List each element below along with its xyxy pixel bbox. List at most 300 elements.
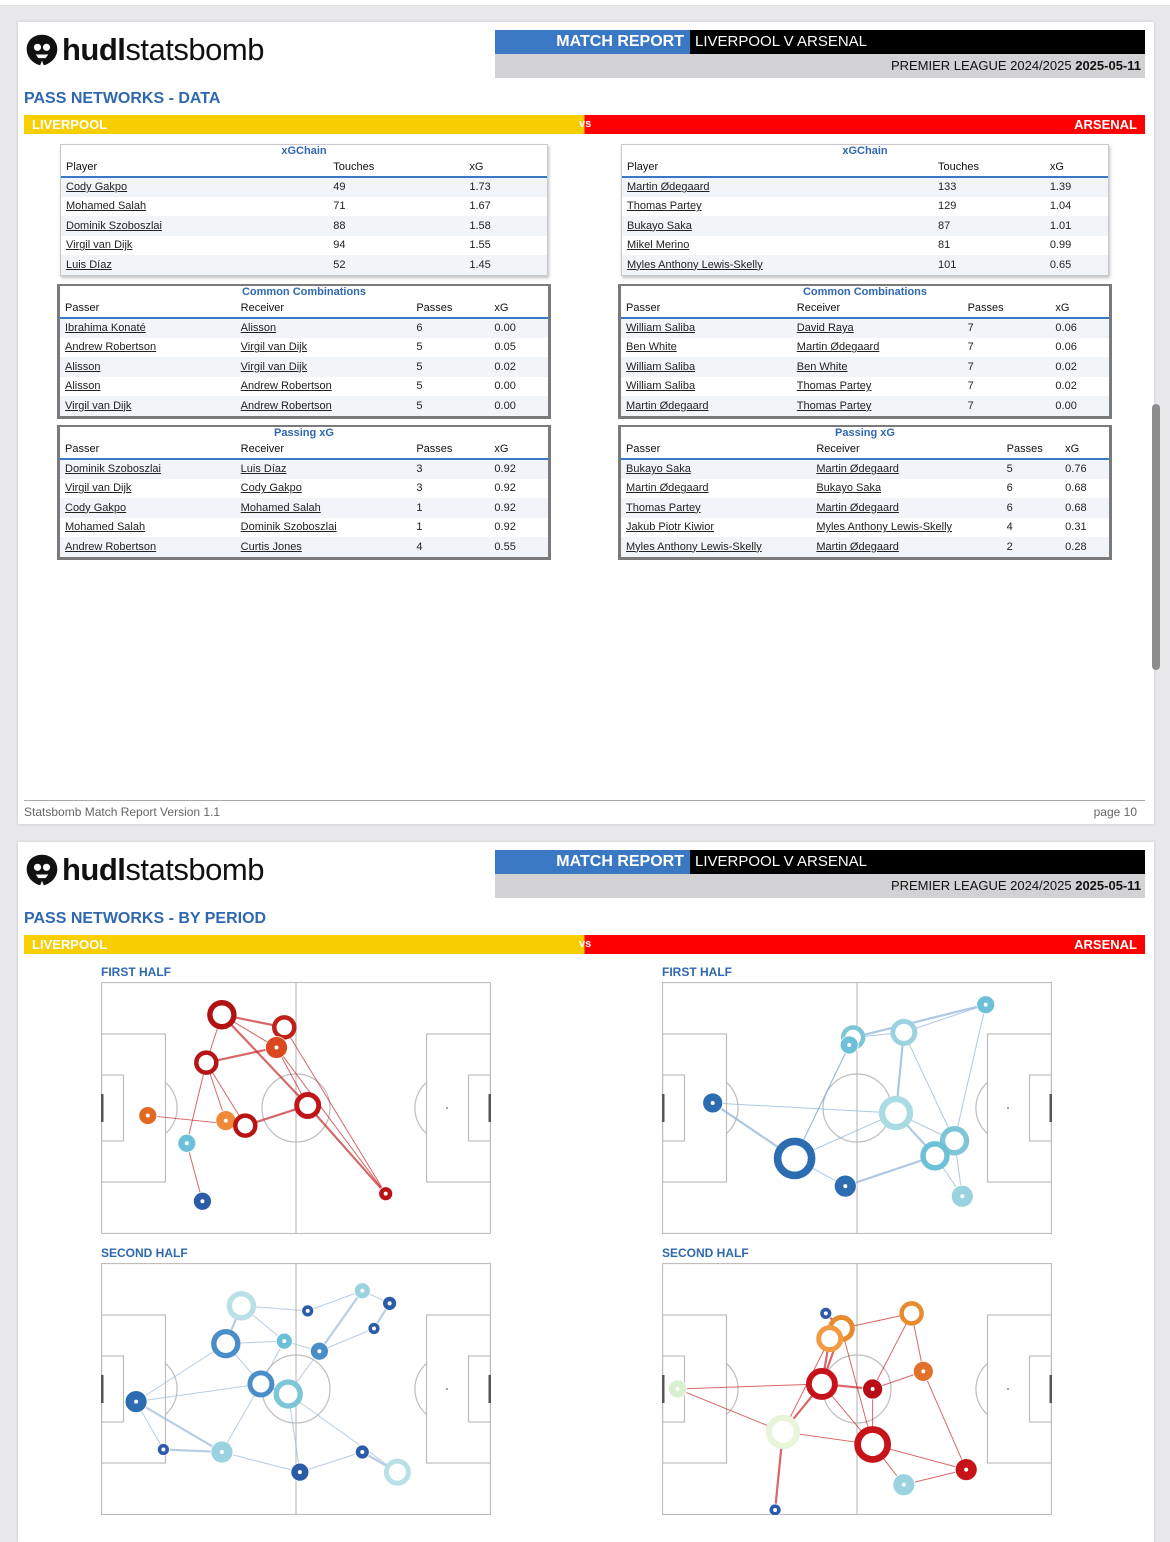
pass-edge (136, 1344, 226, 1402)
table-row (60, 338, 548, 358)
table-header-row (621, 299, 1109, 318)
penalty-arc-right (415, 1363, 427, 1415)
table-row (60, 459, 548, 479)
player-link[interactable]: Thomas Partey (621, 498, 811, 518)
report-header-bar (495, 850, 1145, 874)
player-node-centre (820, 1382, 824, 1386)
home-team: LIVERPOOL (32, 937, 108, 952)
away-second-half-title: SECOND HALF (662, 1246, 749, 1260)
goal-right (1050, 1375, 1053, 1403)
column-header: Passes (411, 299, 489, 318)
player-node-centre (773, 1508, 777, 1512)
player-link[interactable]: Luis Díaz (61, 255, 328, 275)
table-row (60, 377, 548, 397)
column-header: Touches (328, 158, 464, 177)
table-row (621, 518, 1109, 538)
player-node-centre (185, 1141, 189, 1145)
table-header-row (61, 158, 547, 177)
player-node-centre (317, 1349, 321, 1353)
brand-word-2: statsbomb (125, 32, 264, 67)
pass-edge (904, 1032, 955, 1140)
player-node-centre (298, 1470, 302, 1474)
table-row (60, 479, 548, 499)
stat-cell: 5 (411, 396, 489, 416)
player-link[interactable]: Ben White (792, 357, 963, 377)
statsbomb-logo-icon (24, 852, 60, 888)
player-link[interactable]: Martin Ødegaard (621, 396, 792, 416)
table-row (621, 459, 1109, 479)
brand-word-2: statsbomb (125, 852, 264, 887)
player-link[interactable]: Myles Anthony Lewis-Skelly (622, 255, 933, 275)
six-yard-right (1030, 1356, 1052, 1422)
player-link[interactable]: Ben White (626, 341, 677, 354)
player-link[interactable]: Mikel Merino (627, 239, 690, 252)
stat-cell: 0.92 (494, 482, 516, 495)
table-row (61, 197, 547, 217)
player-link[interactable]: Andrew Robertson (240, 380, 332, 393)
match-date: 2025-05-11 (1075, 58, 1141, 73)
player-link[interactable]: Bukayo Saka (816, 482, 882, 495)
player-node-centre (395, 1470, 399, 1474)
player-node-centre (902, 1483, 906, 1487)
stat-cell: 6 (1002, 498, 1061, 518)
column-header: Passes (1002, 440, 1061, 459)
player-link[interactable]: William Saliba (621, 357, 792, 377)
player-node-centre (933, 1154, 937, 1158)
team-bar (24, 935, 1145, 954)
player-link[interactable]: Andrew Robertson (60, 537, 236, 557)
player-link[interactable]: Ibrahima Konaté (60, 318, 236, 338)
table-header-row (60, 440, 548, 459)
column-header: xG (489, 299, 548, 318)
player-link[interactable]: Dominik Szoboszlai (60, 459, 236, 479)
player-link[interactable]: Curtis Jones (236, 537, 412, 557)
pass-edge (136, 1384, 261, 1402)
brand-word-1: hudl (62, 32, 126, 67)
player-link[interactable]: Virgil van Dijk (240, 341, 308, 354)
stat-cell: 88 (328, 216, 464, 236)
brand-logo (24, 850, 264, 890)
pass-edge (923, 1371, 966, 1469)
away-second-half-pass-network (662, 1263, 1052, 1515)
column-header: Passer (621, 440, 811, 459)
table-row (60, 537, 548, 557)
player-node-centre (224, 1342, 228, 1346)
stat-cell: 1.55 (469, 239, 491, 252)
penalty-area-right (427, 1315, 491, 1463)
stat-cell: 3 (416, 482, 423, 495)
table-header-row (622, 158, 1108, 177)
stat-cell: 7 (967, 341, 974, 354)
column-header: xG (489, 440, 548, 459)
stat-cell: 0.76 (1060, 459, 1109, 479)
page-footer (24, 800, 1145, 819)
player-link[interactable]: David Raya (792, 318, 963, 338)
six-yard-right (469, 1075, 491, 1141)
away-passing-xg-table (618, 425, 1112, 560)
table-header-row (60, 299, 548, 318)
pass-edge (308, 1105, 386, 1193)
table-caption: xGChain (281, 145, 327, 157)
player-link[interactable]: Martin Ødegaard (811, 537, 1001, 557)
column-header: Passer (60, 440, 236, 459)
player-link[interactable]: Cody Gakpo (240, 482, 302, 495)
player-node-centre (676, 1387, 680, 1391)
table-row (61, 177, 547, 197)
player-link[interactable]: Luis Díaz (236, 459, 412, 479)
table-row (621, 479, 1109, 499)
player-link[interactable]: Thomas Partey (796, 380, 872, 393)
player-node-centre (953, 1139, 957, 1143)
player-node-centre (306, 1309, 310, 1313)
table-caption: Common Combinations (802, 286, 928, 298)
stat-cell: 4 (411, 537, 489, 557)
player-node-centre (224, 1119, 228, 1123)
competition-name: PREMIER LEAGUE 2024/2025 (890, 58, 1072, 73)
table-row (622, 216, 1108, 236)
stat-cell: 1 (416, 521, 423, 534)
six-yard-right (469, 1356, 491, 1422)
player-node-centre (871, 1442, 875, 1446)
six-yard-left (102, 1356, 124, 1422)
table-row (60, 318, 548, 338)
player-node-centre (204, 1061, 208, 1065)
report-label: MATCH REPORT (495, 850, 690, 874)
competition-name: PREMIER LEAGUE 2024/2025 (890, 878, 1072, 893)
stat-cell: 7 (963, 396, 1051, 416)
pass-edge (955, 1005, 986, 1141)
penalty-arc-right (976, 1363, 988, 1415)
stat-cell: 0.55 (489, 537, 548, 557)
table-row (622, 255, 1108, 275)
column-header: xG (1045, 158, 1108, 177)
player-link[interactable]: Jakub Piotr Kiwior (626, 521, 715, 534)
away-first-half-pass-network (662, 982, 1052, 1234)
stat-cell: 0.68 (1065, 482, 1087, 495)
penalty-spot (1007, 1388, 1009, 1390)
player-node-centre (711, 1101, 715, 1105)
player-node-centre (388, 1301, 392, 1305)
player-node-centre (793, 1156, 797, 1160)
stat-cell: 0.00 (494, 380, 516, 393)
player-link[interactable]: William Saliba (626, 380, 696, 393)
stat-cell: 3 (411, 459, 489, 479)
player-link[interactable]: Andrew Robertson (236, 396, 412, 416)
player-node-centre (902, 1030, 906, 1034)
player-node-centre (306, 1103, 310, 1107)
player-link[interactable]: Myles Anthony Lewis-Skelly (621, 537, 811, 557)
penalty-arc-right (976, 1082, 988, 1134)
column-header: xG (464, 158, 547, 177)
goal-right (1050, 1094, 1053, 1122)
table-row (621, 357, 1109, 377)
stat-cell: 1 (411, 498, 489, 518)
player-link[interactable]: Martin Ødegaard (622, 177, 933, 197)
player-link[interactable]: Mohamed Salah (66, 200, 147, 213)
pass-edge (300, 1452, 362, 1472)
player-node-centre (286, 1392, 290, 1396)
column-header: Receiver (236, 299, 412, 318)
column-header: Passes (411, 440, 489, 459)
player-node-centre (824, 1311, 828, 1315)
player-link[interactable]: Dominik Szoboszlai (240, 521, 337, 534)
home-first-half-title: FIRST HALF (101, 965, 171, 979)
player-node-centre (360, 1450, 364, 1454)
table-row (61, 236, 547, 256)
stat-cell: 1.01 (1045, 216, 1108, 236)
stat-cell: 0.68 (1060, 498, 1109, 518)
stat-cell: 1.67 (469, 200, 491, 213)
column-header: xG (1050, 299, 1109, 318)
statsbomb-logo-icon (24, 32, 60, 68)
table-row (621, 377, 1109, 397)
stat-cell: 0.28 (1060, 537, 1109, 557)
team-bar (24, 115, 1145, 134)
player-node-centre (372, 1327, 376, 1331)
home-combinations-table (57, 284, 551, 419)
stat-cell: 4 (1006, 521, 1013, 534)
report-page-data (18, 22, 1154, 824)
match-date: 2025-05-11 (1075, 878, 1141, 893)
penalty-arc-right (415, 1082, 427, 1134)
player-link[interactable]: Mohamed Salah (65, 521, 146, 534)
stat-cell: 0.06 (1050, 318, 1109, 338)
pass-edge (277, 1048, 386, 1194)
stat-cell: 94 (333, 239, 346, 252)
section-title: PASS NETWORKS - DATA (24, 90, 221, 107)
penalty-arc-left (726, 1363, 738, 1415)
pass-edge (187, 1063, 207, 1144)
away-team: ARSENAL (1074, 117, 1137, 132)
penalty-area-right (988, 1034, 1052, 1182)
stat-cell: 0.00 (1050, 396, 1109, 416)
penalty-area-right (988, 1315, 1052, 1463)
stat-cell: 1.73 (464, 177, 547, 197)
column-header: Passer (621, 299, 792, 318)
table-row (621, 338, 1109, 358)
player-link[interactable]: Martin Ødegaard (626, 482, 709, 495)
player-node-centre (243, 1124, 247, 1128)
penalty-spot (446, 1107, 448, 1109)
table-row (622, 236, 1108, 256)
player-link[interactable]: Martin Ødegaard (811, 459, 1001, 479)
player-node-centre (360, 1289, 364, 1293)
player-link[interactable]: Bukayo Saka (622, 216, 933, 236)
vertical-scrollbar[interactable] (1152, 404, 1160, 670)
section-title: PASS NETWORKS - BY PERIOD (24, 910, 267, 927)
column-header: Receiver (792, 299, 963, 318)
table-row (622, 197, 1108, 217)
stat-cell: 7 (967, 380, 974, 393)
penalty-arc-left (165, 1082, 177, 1134)
table-row (60, 396, 548, 416)
player-node-centre (984, 1003, 988, 1007)
table-row (621, 537, 1109, 557)
stat-cell: 1.45 (464, 255, 547, 275)
player-node-centre (220, 1013, 224, 1017)
player-node-centre (282, 1025, 286, 1029)
away-combinations-table (618, 284, 1112, 419)
player-node-centre (910, 1311, 914, 1315)
stat-cell: 0.02 (1050, 357, 1109, 377)
player-link[interactable]: Myles Anthony Lewis-Skelly (816, 521, 953, 534)
table-caption: Passing xG (835, 427, 895, 439)
player-link[interactable]: Dominik Szoboszlai (61, 216, 328, 236)
player-node-centre (275, 1046, 279, 1050)
pass-edge (222, 1452, 300, 1472)
player-node-centre (871, 1387, 875, 1391)
stat-cell: 0.31 (1065, 521, 1087, 534)
player-link[interactable]: Andrew Robertson (65, 341, 157, 354)
stat-cell: 87 (933, 216, 1045, 236)
player-link[interactable]: Bukayo Saka (621, 459, 811, 479)
penalty-spot (1007, 1107, 1009, 1109)
previous-page-edge (0, 0, 1170, 6)
player-link[interactable]: Virgil van Dijk (66, 239, 133, 252)
stat-cell: 0.02 (1055, 380, 1077, 393)
vs-label: vs (579, 938, 592, 950)
away-first-half-title: FIRST HALF (662, 965, 732, 979)
goal-left (101, 1094, 104, 1122)
player-node-centre (134, 1400, 138, 1404)
away-xgchain-table (621, 144, 1109, 276)
column-header: Passer (60, 299, 236, 318)
stat-cell: 1.04 (1049, 200, 1072, 213)
stat-cell: 0.05 (494, 341, 516, 354)
player-link[interactable]: Thomas Partey (627, 200, 702, 213)
player-node-centre (282, 1339, 286, 1343)
player-link[interactable]: Cody Gakpo (61, 177, 328, 197)
stat-cell: 5 (416, 341, 423, 354)
away-team: ARSENAL (1074, 937, 1137, 952)
stat-cell: 7 (963, 357, 1051, 377)
pass-edge (678, 1384, 822, 1389)
player-node-centre (828, 1337, 832, 1341)
player-link[interactable]: Thomas Partey (792, 396, 963, 416)
competition-bar (495, 54, 1145, 78)
stat-cell: 71 (333, 200, 346, 213)
pass-edge (136, 1402, 222, 1452)
stat-cell: 133 (933, 177, 1045, 197)
home-second-half-title: SECOND HALF (101, 1246, 188, 1260)
player-node-centre (843, 1184, 847, 1188)
home-first-half-pass-network (101, 982, 491, 1234)
stat-cell: 81 (938, 239, 951, 252)
home-second-half-pass-network (101, 1263, 491, 1515)
player-link[interactable]: Virgil van Dijk (236, 357, 412, 377)
report-label: MATCH REPORT (495, 30, 690, 54)
player-link[interactable]: Martin Ødegaard (811, 498, 1001, 518)
table-row (60, 518, 548, 538)
player-link[interactable]: Alisson (65, 380, 101, 393)
table-header-row (621, 440, 1109, 459)
player-link[interactable]: William Saliba (621, 318, 792, 338)
player-node-centre (894, 1111, 898, 1115)
stat-cell: 101 (933, 255, 1045, 275)
stat-cell: 0.92 (489, 459, 548, 479)
player-link[interactable]: Virgil van Dijk (65, 482, 132, 495)
stat-cell: 129 (938, 200, 957, 213)
goal-left (662, 1094, 665, 1122)
stat-cell: 0.92 (494, 521, 516, 534)
stat-cell: 1.58 (464, 216, 547, 236)
stat-cell: 0.02 (489, 357, 548, 377)
brand-logo (24, 30, 264, 70)
penalty-area-right (427, 1034, 491, 1182)
competition-bar (495, 874, 1145, 898)
six-yard-left (102, 1075, 124, 1141)
stat-cell: 0.00 (489, 318, 548, 338)
stat-cell: 0.00 (489, 396, 548, 416)
page-number: page 10 (1093, 805, 1137, 819)
vs-label: vs (579, 118, 592, 130)
brand-word-1: hudl (62, 852, 126, 887)
player-link[interactable]: Alisson (60, 357, 236, 377)
stat-cell: 5 (1002, 459, 1061, 479)
table-row (60, 498, 548, 518)
player-node-centre (239, 1304, 243, 1308)
player-node-centre (146, 1114, 150, 1118)
table-row (61, 255, 547, 275)
match-title: LIVERPOOL V ARSENAL (695, 853, 868, 870)
player-node-centre (781, 1430, 785, 1434)
penalty-arc-left (165, 1363, 177, 1415)
player-node-centre (921, 1369, 925, 1373)
player-link[interactable]: Martin Ødegaard (796, 341, 880, 354)
column-header: Receiver (236, 440, 412, 459)
stat-cell: 6 (1006, 482, 1013, 495)
player-link[interactable]: Alisson (236, 318, 412, 338)
report-page-by-period (18, 842, 1154, 1542)
player-node-centre (384, 1192, 388, 1196)
home-xgchain-table (60, 144, 548, 276)
pass-edge (713, 1103, 896, 1113)
goal-left (101, 1375, 104, 1403)
goal-right (489, 1094, 492, 1122)
table-row (622, 177, 1108, 197)
penalty-arc-left (726, 1082, 738, 1134)
player-link[interactable]: Cody Gakpo (60, 498, 236, 518)
penalty-spot (446, 1388, 448, 1390)
home-team: LIVERPOOL (32, 117, 108, 132)
stat-cell: 2 (1002, 537, 1061, 557)
table-caption: Passing xG (274, 427, 334, 439)
stat-cell: 52 (328, 255, 464, 275)
penalty-area-left (102, 1034, 166, 1182)
home-passing-xg-table (57, 425, 551, 560)
stat-cell: 0.92 (489, 498, 548, 518)
player-node-centre (259, 1382, 263, 1386)
table-row (60, 357, 548, 377)
table-row (621, 498, 1109, 518)
six-yard-left (663, 1075, 685, 1141)
table-row (61, 216, 547, 236)
stat-cell: 6 (411, 318, 489, 338)
footer-version: Statsbomb Match Report Version 1.1 (24, 805, 221, 819)
match-title: LIVERPOOL V ARSENAL (695, 33, 868, 50)
player-node-centre (964, 1468, 968, 1472)
stat-cell: 5 (416, 380, 423, 393)
player-link[interactable]: Mohamed Salah (236, 498, 412, 518)
six-yard-right (1030, 1075, 1052, 1141)
stat-cell: 49 (328, 177, 464, 197)
player-node-centre (200, 1199, 204, 1203)
table-row (621, 318, 1109, 338)
stat-cell: 1.39 (1045, 177, 1108, 197)
player-link[interactable]: Virgil van Dijk (60, 396, 236, 416)
goal-right (489, 1375, 492, 1403)
column-header: Receiver (811, 440, 1001, 459)
